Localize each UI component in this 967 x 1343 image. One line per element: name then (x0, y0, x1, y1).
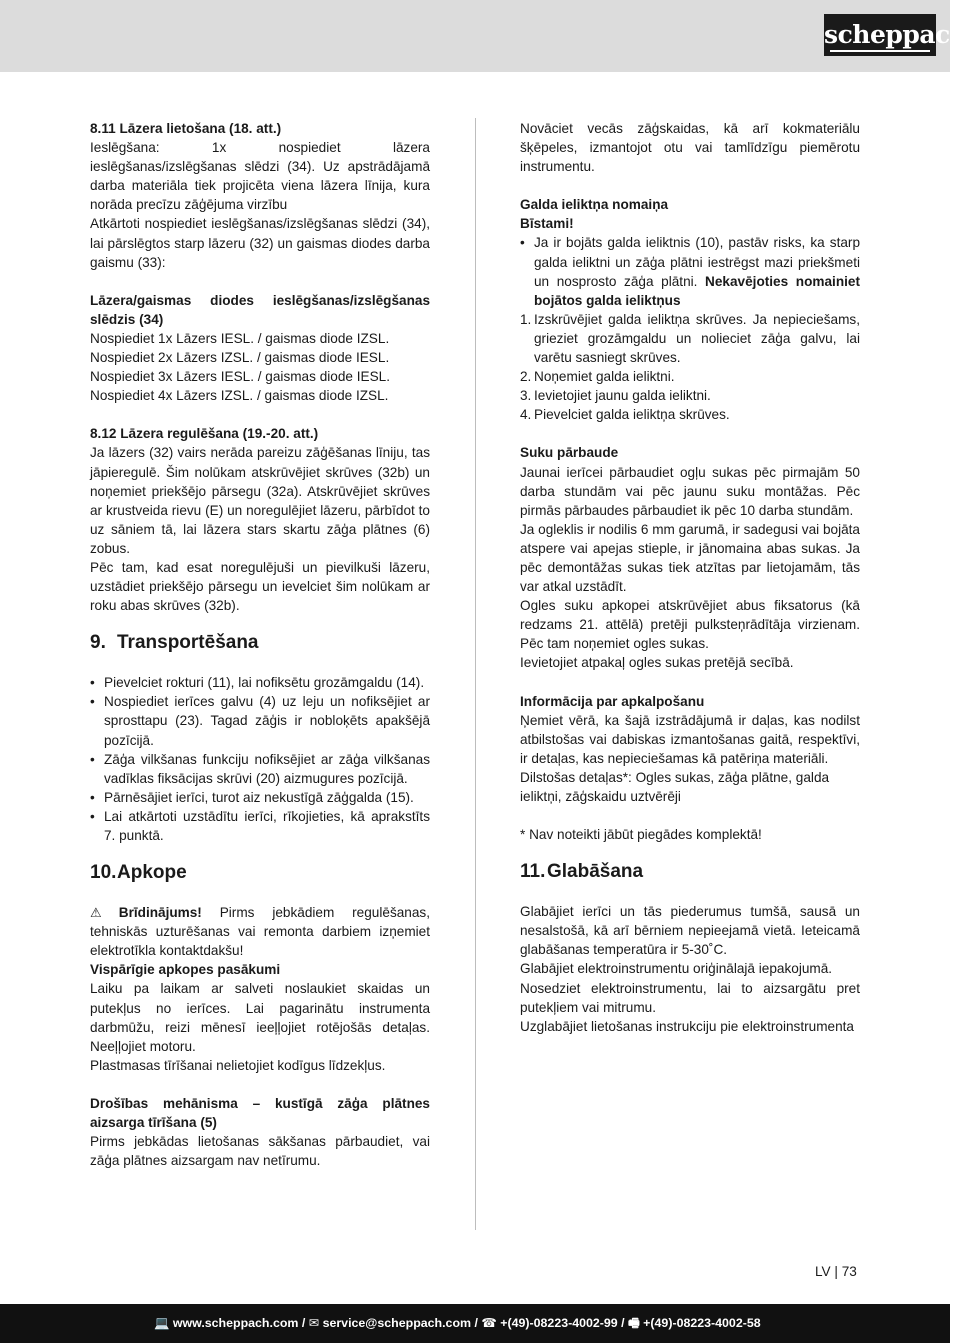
step-text: Izskrūvējiet galda ieliktņa skrūves. Ja nepieciešams, grieziet grozāmgaldu un nolieciet zāģa galvu, lai varētu sasniegt skrūves. (534, 311, 860, 366)
section-9-heading (90, 631, 430, 655)
danger-list (520, 233, 860, 309)
laser-switch-line-2: Nospiediet 2x Lāzers IZSL. / gaismas diode IESL. (90, 350, 390, 366)
storage-paragraph-4: Uzglabājiet lietošanas instrukciju pie elektroinstrumenta (520, 1018, 854, 1034)
section-8-12-paragraph-2: Pēc tam, kad esat noregulējuši un pievilkuši lāzeru, uzstādiet priekšējo pārsegu un ievelciet šim nolūkam ar roku abas skrūves (32b). (90, 559, 430, 614)
brand-logo-text: scheppach (824, 20, 967, 49)
laser-switch-title: Lāzera/gaismas diodes ieslēgšanas/izslēgšanas slēdzis (34) (90, 292, 430, 327)
section-11-title: Glabāšana (547, 861, 644, 883)
computer-icon: 💻 (154, 1316, 173, 1330)
table-insert-title: Galda ieliktņa nomaiņa (520, 197, 669, 213)
warning-triangle-icon: ⚠ (90, 905, 116, 921)
section-9-title: Transportēšana (117, 632, 259, 654)
storage-paragraph-1: Glabājiet ierīci un tās piederumus tumšā, sausā un nesalstošā, kā arī bērniem nepieejamā vietā. Ieteicamā glabāšanas temperatūra ir 5-30˚C. (520, 904, 860, 958)
dust-removal-paragraph: Novāciet vecās zāģskaidas, kā arī kokmateriālu šķēpeles, izmantojot otu vai tamlīdzīgu piemērotu instrumentu. (520, 121, 860, 175)
brush-check-title: Suku pārbaude (520, 445, 619, 461)
list-item: • Lai atkārtoti uzstādītu ierīci, rīkojieties, kā aprakstīts 7. punktā. (90, 807, 430, 845)
left-column (90, 119, 430, 1170)
footer-separator: / (298, 1316, 309, 1330)
step-number: 4. (520, 407, 532, 423)
general-maintenance-paragraph-2: Plastmasas tīrīšanai nelietojiet kodīgus līdzekļus. (90, 1057, 386, 1073)
warning-text: Pirms jebkādiem regulēšanas, tehniskās uzturēšanas vai remonta darbiem izņemiet elektrotīkla kontaktdakšu! (90, 905, 430, 959)
section-10-heading (90, 861, 430, 885)
list-item (520, 233, 860, 309)
list-item (520, 367, 860, 386)
step-number: 3. (520, 388, 532, 404)
right-column (520, 119, 860, 1036)
step-text: Ievietojiet jaunu galda ieliktni. (534, 388, 711, 404)
page-number: LV | 73 (815, 1264, 857, 1279)
section-8-12-title: 8.12 Lāzera regulēšana (19.-20. att.) (90, 426, 319, 442)
list-item (520, 405, 860, 424)
website-link[interactable]: www.scheppach.com (172, 1316, 299, 1330)
section-8-11-title: 8.11 Lāzera lietošana (18. att.) (90, 121, 282, 136)
table-insert-steps (520, 310, 860, 425)
warning-paragraph (90, 903, 430, 960)
list-item (520, 386, 860, 405)
danger-label: Bīstami! (520, 216, 574, 232)
step-text: Noņemiet galda ieliktni. (534, 369, 675, 385)
page-header (0, 0, 967, 72)
logo-underline (830, 50, 930, 52)
page-footer (0, 1304, 950, 1343)
mail-icon: ✉ (308, 1316, 323, 1330)
section-11-number: 11. (520, 861, 546, 883)
service-info-paragraph-1: Ņemiet vērā, ka šajā izstrādājumā ir daļas, kas nodilst atbilstošas vai dabiskas izmantošanas gaitā, respektīvi, ir detaļas, kas nepieciešamas kā patēriņa materiāli. (520, 712, 860, 766)
storage-paragraph-3: Nosedziet elektroinstrumentu, lai to aizsargātu pret putekļiem vai mitrumu. (520, 980, 860, 1015)
danger-text: Ja ir bojāts galda ieliktnis (10), pastāv risks, ka starp galda ieliktni un zāģa plātni iestrēgst mazi priekšmeti un nosprosto zāģa plātni. (534, 235, 860, 289)
brand-logo (824, 14, 967, 56)
list-item: • Pārnēsājiet ierīci, turot aiz nekustīgā zāģgalda (15). (90, 788, 430, 807)
section-9-number: 9. (90, 632, 106, 654)
section-11-heading (520, 860, 860, 884)
section-10-number: 10. (90, 862, 117, 884)
brush-check-paragraph-3: Ogles suku apkopei atskrūvējiet abus fiksatorus (kā redzams 21. attēlā) pretēji pulksteņrādītāja virzienam. Pēc tam noņemiet ogles sukas. (520, 598, 860, 652)
phone-icon: ☎ (481, 1316, 501, 1330)
brush-check-paragraph-2: Ja ogleklis ir nodilis 6 mm garumā, ir sadegusi vai bojāta atspere vai apejas stieple, ir jānomaina abas sukas. Ja pēc demontāžas sukas tiek atzītas par lietojamām, tās var atkal uzstādīt. (520, 521, 860, 595)
phone-number: +(49)-08223-4002-99 (500, 1316, 618, 1330)
fax-number: +(49)-08223-4002-58 (643, 1316, 761, 1330)
blade-guard-cleaning-paragraph: Pirms jebkādas lietošanas sākšanas pārbaudiet, vai zāģa plātnes aizsargam nav netīrumu. (90, 1134, 430, 1169)
email-link[interactable]: service@scheppach.com (322, 1316, 472, 1330)
danger-emphasis: Nekavējoties nomainiet bojātos galda ieliktņus (534, 273, 860, 308)
step-number: 1. (520, 311, 532, 327)
transport-list (90, 673, 430, 845)
step-number: 2. (520, 369, 532, 385)
service-info-title: Informācija par apkalpošanu (520, 693, 705, 709)
brush-check-paragraph-4: Ievietojiet atpakaļ ogles sukas pretējā secībā. (520, 655, 794, 671)
footnote: * Nav noteikti jābūt piegādes komplektā! (520, 827, 762, 843)
section-8-11-paragraph-1: Ieslēgšana: 1x nospiediet lāzera ieslēgšanas/izslēgšanas slēdzi (34). Uz apstrādājamā darba materiāla tiek projicēta viena lāzera līnija, kura norāda precīzu zāģējuma virzību (90, 140, 430, 213)
step-text: Pievelciet galda ieliktņa skrūves. (534, 407, 730, 423)
list-item: • Pievelciet rokturi (11), lai nofiksētu grozāmgaldu (14). (90, 673, 430, 692)
fax-icon: 🖷 (628, 1316, 644, 1330)
section-10-title: Apkope (117, 862, 187, 884)
footer-separator: / (617, 1316, 629, 1330)
list-item: • Nospiediet ierīces galvu (4) uz leju un nofiksējiet ar sprosttapu (23). Tagad zāģis ir nobloķēts apakšējā pozīcijā. (90, 692, 430, 749)
laser-switch-line-4: Nospiediet 4x Lāzers IZSL. / gaismas diode IZSL. (90, 388, 389, 404)
service-info-paragraph-2: Dilstošas detaļas*: Ogles sukas, zāģa plātne, galda ieliktņi, zāģskaidu uztvērēji (520, 769, 830, 804)
general-maintenance-paragraph-1: Laiku pa laikam ar salveti noslaukiet skaidas un putekļus no ierīces. Lai pagarinātu instrumenta darbmūžu, reizi mēnesī ieeļļojiet rotējošās detaļas. Neeļļojiet motoru. (90, 981, 430, 1054)
list-item (520, 310, 860, 367)
laser-switch-line-1: Nospiediet 1x Lāzers IESL. / gaismas diode IZSL. (90, 330, 390, 346)
laser-switch-line-3: Nospiediet 3x Lāzers IESL. / gaismas diode IESL. (90, 369, 390, 385)
storage-paragraph-2: Glabājiet elektroinstrumentu oriģinālajā iepakojumā. (520, 961, 833, 977)
list-item: • Zāģa vilkšanas funkciju nofiksējiet ar zāģa vilkšanas vadīklas fiksācijas skrūvi (20) aizmugures pozīcijā. (90, 750, 430, 788)
column-divider (475, 118, 476, 1230)
section-8-11-paragraph-2: Atkārtoti nospiediet ieslēgšanas/izslēgšanas slēdzi (34), lai pārslēgtos starp lāzeru (32) un gaismas diodes darba gaismu (33): (90, 216, 430, 270)
section-8-12-paragraph-1: Ja lāzers (32) vairs nerāda pareizu zāģēšanas līniju, tas jāpieregulē. Šim nolūkam atskrūvējiet skrūves (32b) un noņemiet priekšējo pārsegu (32a). Atskrūvējiet skrūves ar krustveida rievu (E) un noregulējiet lāzeru, pārbīdot to uz sāniem tā, lai lāzera stars skartu zāģa plātnes (6) zobus. (90, 445, 430, 556)
brush-check-paragraph-1: Jaunai ierīcei pārbaudiet ogļu sukas pēc pirmajām 50 darba stundām vai pēc jaunu suku montāžas. Pēc pirmās pārbaudes pārbaudiet ik pēc 10 darba stundām. (520, 464, 860, 518)
general-maintenance-title: Vispārīgie apkopes pasākumi (90, 962, 281, 978)
blade-guard-cleaning-title: Drošības mehānisma – kustīgā zāģa plātnes aizsarga tīrīšana (5) (90, 1095, 430, 1131)
warning-label: Brīdinājums! (118, 905, 202, 921)
footer-separator: / (471, 1316, 482, 1330)
